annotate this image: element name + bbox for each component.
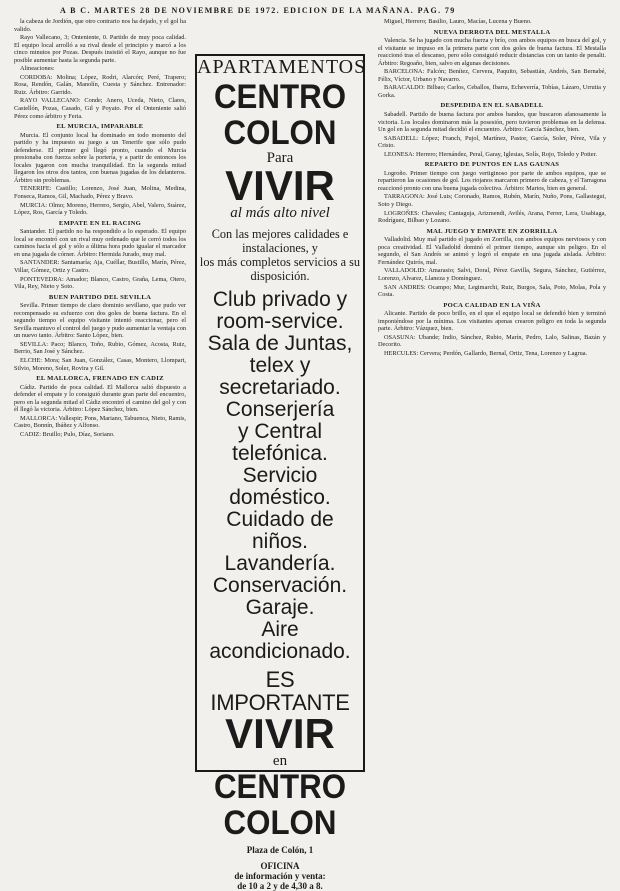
- left-paragraph: SEVILLA: Paco; Blanco, Toño, Rubio, Gómez, Acosta, Ruiz, Berrio, San José y Sánchez.: [14, 340, 186, 356]
- left-paragraph: MURCIA: Olmo; Moreno, Herrero, Sergio, Abel, Valero, Suárez, López, Ros, García y Toledo.: [14, 201, 186, 217]
- ad-office-2: de información y venta:: [234, 871, 326, 881]
- ad-feature-line: acondicionado.: [209, 640, 351, 663]
- left-column: [14, 18, 186, 834]
- ad-es-importante: ES IMPORTANTE: [210, 667, 350, 715]
- ad-feature-line: Conserjería: [225, 398, 335, 421]
- ad-feature-line: telefónica.: [232, 442, 328, 465]
- ad-intro-1: Con las mejores calidades e instalaciones, y: [211, 227, 349, 255]
- left-heading: BUEN PARTIDO DEL SEVILLA: [48, 293, 152, 301]
- right-paragraph: Sabadell. Partido de buena factura por ambos bandos, que buscaron afanosamente la victoria. Los locales dominaron más la posesión, pero tuvieron problemas en la defensa. Un gol en la segunda mitad decidió el encuentro. Árbitro: García Sánchez, bien.: [378, 111, 606, 134]
- ad-address: Plaza de Colón, 1: [246, 845, 314, 855]
- right-heading: POCA CALIDAD EN LA VIÑA: [443, 301, 541, 309]
- right-paragraph: BARCELONA: Falcón; Benítez, Cervera, Paquito, Sebastián, Andrés, San Bernabé, Félix, Víctor, Urbano y Navarro.: [378, 68, 606, 83]
- ad-feature-line: Lavandería.: [224, 552, 336, 575]
- right-paragraph: LOGROÑES: Chavales; Cantaguja, Arizmendi, Avilés, Arana, Ferrer, Lera, Usabiaga, Rodríguez, Bilbao y Lozano.: [378, 209, 606, 225]
- ad-feature-line: Servicio: [242, 464, 318, 487]
- ad-brand-line-2: COLON: [223, 114, 337, 152]
- right-paragraph: HERCULES: Cervera; Perdón, Gallardo, Bernal, Ortiz, Tena, Lorenzo y Lagrua.: [384, 349, 588, 357]
- right-paragraph: TARRAGONA: José Luis; Coronado, Ramos, Rubén, Marín, Nuño, Pons, Gallastegui, Soto y Diego.: [378, 193, 606, 209]
- ad-feature-line: telex y: [249, 354, 311, 377]
- left-paragraph: TENERIFE: Castillo; Lorenzo, José Juan, Molina, Medina, Fonseca, Ramos, Gil, Machado, Pérez y Bravo.: [14, 185, 186, 201]
- left-paragraph: Sevilla. Primer tiempo de claro dominio sevillano, que pudo ver recompensado su esfuerzo con dos goles de buena factura. En el segundo tiempo el equipo visitante intentó reaccionar, pero el Sevilla mantuvo el control del juego y pudo aumentar la ventaja con un nuevo tanto. Árbitro: Santo López, bien.: [14, 302, 186, 340]
- right-paragraph: BARACALDO: Bilbao; Carlos, Ceballos, Ibarra, Echeverría, Tobías, Lázaro, Urrutia y Gorka.: [378, 84, 606, 99]
- left-paragraph: Murcia. El conjunto local ha dominado en todo momento del partido y ha impuesto su juego a un Tenerife que sólo pudo defenderse. El primer gol llegó pronto, cuando el Murcia presionaba con fuerza sobre la portería, y a partir de entonces los locales jugaron con mucha tranquilidad. En la segunda mitad llegaron los otros dos tantos, con buenas jugadas de los delanteros. Árbitro sin problemas.: [14, 131, 186, 184]
- left-heading: EMPATE EN EL RACING: [58, 219, 142, 227]
- right-heading: DESPEDIDA EN EL SABADELL: [440, 102, 544, 110]
- ad-en: en: [272, 753, 288, 769]
- left-paragraph: CADIZ: Bruillo; Pulo, Díaz, Soriano.: [20, 430, 115, 438]
- left-paragraph: ELCHE: Mora; San Juan, González, Casas, Montero, Llompart, Silvio, Moreno, Soler, Rovira y Gil.: [14, 356, 186, 372]
- ad-brand-line-4: COLON: [223, 804, 337, 842]
- right-heading: MAL JUEGO Y EMPATE EN ZORRILLA: [426, 227, 558, 235]
- right-paragraph: Logroño. Primer tiempo con juego vertiginoso por parte de ambos equipos, que se repartieron las ocasiones de gol. Los riojanos marcaron primero de cabeza, y el Tarragona reaccionó pronto con una buena jugada colectiva. Árbitro: Martos, bien en general.: [378, 169, 606, 192]
- right-paragraph: Alicante. Partido de poco brillo, en el que el equipo local se defendió bien y terminó imponiéndose por la mínima. Los visitantes apenas crearon peligro en toda la segunda parte. Árbitro: Vázquez, bien.: [378, 310, 606, 333]
- ad-top-line: APARTAMENTOS: [197, 56, 367, 78]
- left-heading: EL MALLORCA, FRENADO EN CADIZ: [36, 375, 164, 383]
- left-paragraph: RAYO VALLECANO: Conde; Anero, Uceda, Nieto, Clares, Castellón, Pozas, Casado, Gil y Poyato. Por el Onteniente salió Pérez como árbitro y Feria.: [14, 97, 186, 120]
- ad-feature-line: secretariado.: [219, 376, 341, 399]
- ad-feature-line: Garaje.: [245, 596, 315, 619]
- left-paragraph: CORDOBA: Molina; López, Rodri, Alarcón; Peré, Trapero; Rosa, Rendón, Galán, Manolín, Cuesta y Sánchez. Entrenador: Ruiz. Árbitro: Garrido.: [14, 73, 186, 96]
- ad-feature-line: Cuidado de niños.: [226, 508, 334, 553]
- ad-feature-line: doméstico.: [229, 486, 331, 509]
- left-paragraph: PONTEVEDRA: Amador; Blanco, Castro, Graña, Lema, Otero, Vila, Rey, Nieto y Soto.: [14, 275, 186, 291]
- apartment-advertisement: [195, 54, 367, 891]
- ad-intro-2: los más completos servicios a su disposición.: [199, 255, 361, 283]
- left-paragraph: Rayo Vallecano, 3; Onteniente, 0. Partido de muy poca calidad. El equipo local arrolló a su rival desde el principio y marcó a los cinco minutos por Pozas. Después insistió el Rayo, aunque no fue posible aumentar hasta la segunda parte.: [14, 34, 186, 64]
- right-paragraph: Valencia. Se ha jugado con mucha fuerza y brío, con ambos equipos en busca del gol, y el visitante se impuso en la primera parte con dos goles de buena factura. El Mestalla reaccionó tras el descanso, pero sólo consiguió reducir distancias con un tanto de penalti. Árbitro: Regoaño, bien, salvo en algunas decisiones.: [378, 37, 606, 67]
- ad-office-1: OFICINA: [260, 861, 300, 871]
- ad-feature-line: room-service.: [216, 310, 344, 333]
- ad-office-3: de 10 a 2 y de 4,30 a 8.: [237, 881, 323, 891]
- left-paragraph: Alineaciones:: [20, 65, 55, 73]
- left-paragraph: SANTANDER: Santamaría; Aja, Cuéllar, Bustillo, Marín, Pérez, Villar, Gómez, Ortiz y Castro.: [14, 259, 186, 274]
- right-paragraph: LEONESA: Herrero; Hernández, Peral, Garay, Iglesias, Solís, Rojo, Toledo y Potter.: [384, 150, 597, 158]
- ad-feature-line: Club privado y: [212, 288, 348, 311]
- right-column: [378, 18, 606, 834]
- left-paragraph: la cabeza de Jordión, que otro contrario nos ha dejado, y el gol ha valido.: [14, 18, 186, 33]
- ad-features-list: [197, 289, 363, 663]
- right-paragraph: OSASUNA: Ubande; Indio, Sánchez, Rubio, Marín, Pedro, Lalo, Salinas, Bazán y Decorito.: [378, 333, 606, 349]
- ad-feature-line: Aire: [261, 618, 299, 641]
- page-header: A B C. MARTES 28 DE NOVIEMBRE DE 1972. EDICION DE LA MAÑANA. PAG. 79: [60, 6, 456, 15]
- ad-vivir: VIVIR: [225, 162, 335, 209]
- left-paragraph: MALLORCA: Vallespir; Pons, Mariano, Tabuenca, Nieto, Ramis, Castro, Bonnín, Ibáñez y Alfonso.: [14, 414, 186, 430]
- ad-brand-line-3: CENTRO: [213, 768, 347, 806]
- left-heading: EL MURCIA, IMPARABLE: [56, 123, 144, 131]
- right-paragraph: VALLADOLID: Amarasio; Salvi, Doral, Pérez Gavilla, Segura, Sánchez, Gutiérrez, Lorenzo, Alvarez, Llaneza y Domínguez.: [378, 267, 606, 282]
- ad-vivir-2: VIVIR: [225, 710, 335, 757]
- ad-brand-line-1: CENTRO: [213, 78, 347, 116]
- right-paragraph: Valladolid. Muy mal partido el jugado en Zorrilla, con ambos equipos nerviosos y con poca creatividad. El Valladolid dominó el primer tiempo, aunque sin peligro. En el segundo, el San Andrés se animó y logró el empate en una jugada aislada. Árbitro: Fernández Quirós, mal.: [378, 236, 606, 266]
- ad-al-mas-alto: al más alto nivel: [230, 205, 330, 221]
- left-paragraph: Cádiz. Partido de poca calidad. El Mallorca salió dispuesto a defender el empate y lo consiguió durante gran parte del encuentro, pero en la segunda mitad el Cádiz encontró el camino del gol y con él llegó la victoria. Árbitro: López Sánchez, bien.: [14, 383, 186, 414]
- right-paragraph: Miguel, Herrero; Basilio, Lauro, Macías, Lucena y Bueno.: [384, 18, 532, 25]
- right-paragraph: SAN ANDRES: Ocampo; Mur, Legimarchi, Ruiz, Burgos, Sala, Poto, Molas, Pola y Costa.: [378, 283, 606, 299]
- right-heading: REPARTO DE PUNTOS EN LAS GAUNAS: [424, 161, 560, 169]
- right-paragraph: SABADELL: López; Franch, Pujol, Martínez, Pastor, García, Soler, Pérez, Vila y Cristo.: [378, 134, 606, 150]
- ad-feature-line: Sala de Juntas,: [207, 332, 353, 355]
- ad-para: Para: [266, 150, 294, 166]
- ad-feature-line: y Central: [237, 420, 323, 443]
- right-heading: NUEVA DERROTA DEL MESTALLA: [433, 28, 551, 36]
- left-paragraph: Santander. El partido no ha respondido a lo esperado. El equipo local se encontró con un rival muy ordenado que le cerró todos los caminos hacia el gol y sólo a última hora pudo igualar el marcador en una jugada de córner. Árbitro: Hermida Jurado, muy mal.: [14, 228, 186, 258]
- ad-feature-line: Conservación.: [212, 574, 348, 597]
